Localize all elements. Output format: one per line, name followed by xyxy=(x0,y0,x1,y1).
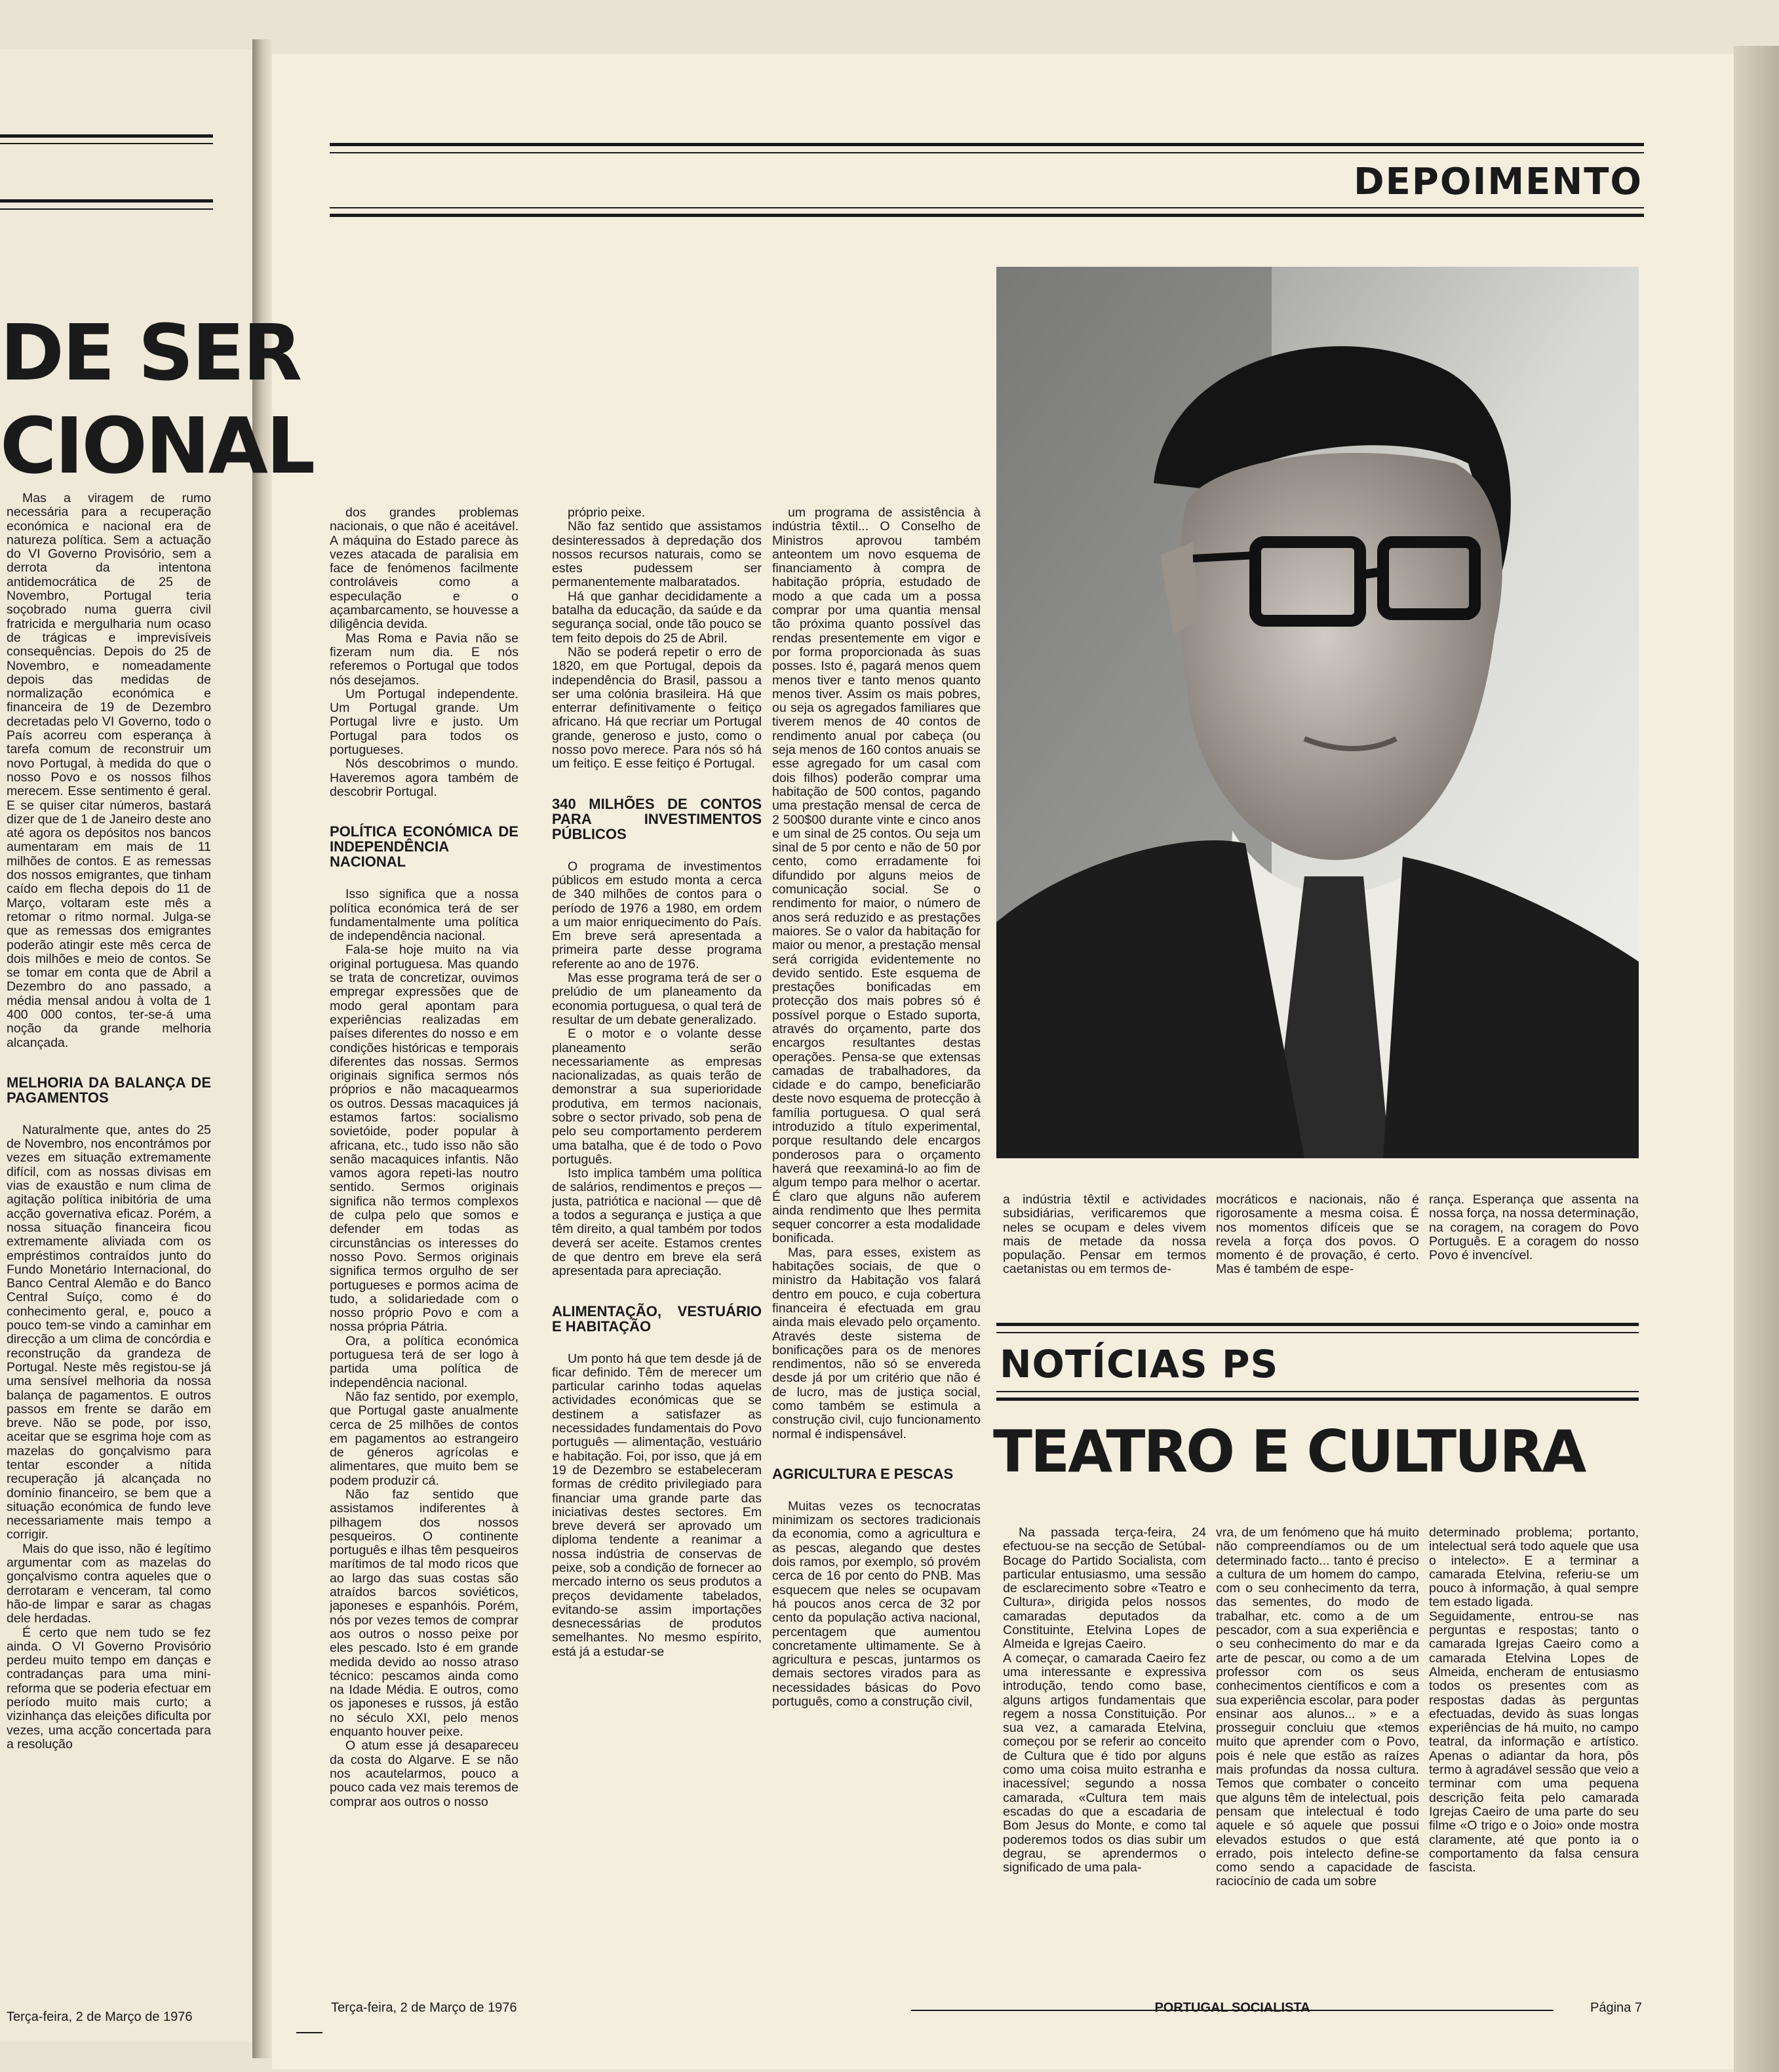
subheading: ALIMENTAÇÃO, VESTUÁRIO E HABITAÇÃO xyxy=(552,1302,762,1335)
paragraph: Muitas vezes os tecnocratas minimizam os sectores tradicionais da economia, como a agricultura e as pescas, alegando que destes dois ramos, por exemplo, só provém cerca de 16 por cento do PNB. Mas esquecem que neles se ocupavam há poucos anos cerca de 32 por cento da população activa nacional, percentagem que aumentou concretamente ultimamente. Se à agricultura e pescas, juntarmos os demais sectores virados para as necessidades básicas do Povo português, como a construção civil, xyxy=(772,1498,981,1710)
article-headline: TEATRO E CULTURA xyxy=(993,1418,1585,1485)
paragraph: Isto implica também uma política de salários, rendimentos e preços — justa, patriótica e nacional — que dê a todos a segurança e justiça a que têm direito, a qual também por todos deverá ser aceite. Estamos crentes de que dentro em breve ela será apresentada para apreciação. xyxy=(552,1166,762,1279)
paragraph: Não se poderá repetir o erro de 1820, em que Portugal, depois da independência do Brasil, passou a ser uma colónia brasileira. Há que enterrar definitivamente o feitiço africano. Há que recriar um Portugal grande, generoso e justo, como o nosso povo merece. Para nós só há um feitiço. E esse feitiço é Portugal. xyxy=(552,644,762,772)
paragraph: próprio peixe. xyxy=(568,506,646,520)
portrait-photo xyxy=(996,267,1639,1158)
header-rule xyxy=(330,207,1644,208)
paragraph: Nós descobrimos o mundo. Haveremos agora também de descobrir Portugal. xyxy=(330,756,518,799)
article-column-1 xyxy=(330,506,518,1961)
paragraph: Isso significa que a nossa política económica terá de ser fundamentalmente uma política de independência nacional. xyxy=(330,887,518,944)
header-rule xyxy=(330,214,1644,217)
paragraph: Na passada terça-feira, 24 efectuou-se na secção de Setúbal-Bocage do Partido Socialista, com particular entusiasmo, uma sessão de esclarecimento sobre «Teatro e Cultura», dirigida pelos nossos camaradas deputados da Constituinte, Etelvina Lopes de Almeida e Igrejas Caeiro. A começar, o camarada Caeiro fez uma interessante e expressiva introdução, tendo como base, alguns artigos fundamentais que regem a nossa Constituição. Por sua vez, a camarada Etelvina, começou por se referir ao conceito de Cultura que é tido por alguns como uma coisa muito estranha e inacessível; segundo a nossa camarada, «Cultura tem mais escadas do que a escadaria de Bom Jesus do Monte, e como tal poderemos todos os dias subir um degrau, se aprendermos o significado de uma pala- xyxy=(1003,1526,1206,1875)
paragraph: O programa de investimentos públicos em estudo monta a cerca de 340 milhões de contos para o período de 1976 a 1980, em ordem a um maior enriquecimento do País. Em breve será apresentada a primeira parte desse programa referente ao ano de 1976. xyxy=(552,859,762,971)
left-rule xyxy=(0,143,213,144)
header-rule xyxy=(330,152,1644,153)
paragraph: Mas Roma e Pavia não se fizeram num dia. E nós referemos o Portugal que todos nós desejamos. xyxy=(330,631,518,688)
subheading: POLÍTICA ECONÓMICA DE INDEPENDÊNCIA NACIONAL xyxy=(330,823,518,870)
paragraph: Um ponto há que tem desde já de ficar definido. Têm de merecer um particular carinho todas aquelas actividades económicas que se destinem a satisfazer as necessidades fundamentais do Povo português — alimentação, vestuário e habitação. Foi, por isso, que já em 19 de Dezembro se estabeleceram formas de crédito privilegiado para financiar uma grande parte das iniciativas destes sectores. Em breve deverá ser aprovado um diploma tendente a reanimar a nossa indústria de conservas de peixe, sob a condição de fornecer ao mercado interno os seus produtos a preços devidamente tabelados, evitando-se assim importações desnecessárias de produtos semelhantes. No mesmo espírito, está já a estudar-se xyxy=(552,1351,762,1659)
article-column-3 xyxy=(772,506,981,1961)
left-headline-line2: CIONAL xyxy=(0,401,314,491)
article-column-2 xyxy=(552,506,762,1961)
paragraph: dos grandes problemas nacionais, o que não é aceitável. A máquina do Estado parece às vezes atacada de paralisia em face de fenómenos facilmente controláveis como a especulação e o açambarcamento, se houvesse a diligência devida. xyxy=(330,506,518,632)
paragraph: É certo que nem tudo se fez ainda. O VI Governo Provisório perdeu muito tempo em danças e contradanças para uma mini-reforma que se poderia efectuar em período muito mais curto; a vizinhança das eleições dificulta por vezes, uma acção concertada para a resolução xyxy=(7,1625,211,1751)
footer-paper: PORTUGAL SOCIALISTA xyxy=(1154,2001,1310,2015)
left-column xyxy=(7,492,211,1999)
paragraph: Não faz sentido que assistamos desinteressados à depredação dos nossos recursos naturais, como se estes pudessem ser permanentemente malbaratados. xyxy=(552,519,762,590)
footer-date: Terça-feira, 2 de Março de 1976 xyxy=(331,2001,517,2015)
subheading: AGRICULTURA E PESCAS xyxy=(772,1465,954,1482)
left-rule xyxy=(0,208,213,210)
left-rule xyxy=(0,134,213,138)
news-column-2 xyxy=(1216,1526,1419,1993)
binding-mark xyxy=(296,2032,323,2033)
section-title: DEPOIMENTO xyxy=(1354,161,1643,203)
section2-rule xyxy=(996,1323,1639,1326)
paragraph: Não faz sentido, por exemplo, que Portugal gaste anualmente cerca de 25 milhões de contos em pagamentos ao estrangeiro de géneros agrícolas e alimentares, que muito bem se podem produzir cá. xyxy=(330,1389,518,1488)
news-column-3 xyxy=(1429,1526,1639,1993)
paragraph: um programa de assistência à indústria têxtil... O Conselho de Ministros aprovou também anteontem um novo esquema de financiamento à compra de habitação própria, estudado de modo a que cada um a possa comprar por uma quantia mensal tão próxima quanto possível das rendas presentemente em vigor e por forma proporcionada às suas posses. Isto é, pagará menos quem menos tiver e tanto menos quanto menos tiver. Assim os mais pobres, ou seja os agregados familiares que tiverem menos de 40 contos de rendimento anual por cabeça (ou seja menos de 160 contos anuais se esse agregado for um casal com dois filhos) poderão comprar uma habitação de 500 contos, pagando uma prestação mensal de cerca de 2 500$00 durante vinte e cinco anos e um sinal de 25 contos. Ou seja um sinal de 5 por cento e não de 50 por cento, como erradamente foi difundido por alguns meios de comunicação social. Se o rendimento for maior, o número de anos será reduzido e as prestações maiores. Se o valor da habitação for maior ou menor, a prestação mensal será corrigida evidentemente no devido sentido. Este esquema de prestações bonificadas em protecção dos mais pobres só é possível porque o Estado suporta, através do orçamento, parte dos encargos resultantes destas operações. Pensa-se que extensas camadas de trabalhadores, da cidade e do campo, beneficiarão deste novo esquema de protecção à família portuguesa. O qual será introduzido a título experimental, porque resultando dele encargos ponderosos para o orçamento haverá que reexaminá-lo ao fim de algum tempo para melhor o acertar. É claro que alguns não auferem ainda rendimento que lhes permita sequer concorrer a esta modalidade bonificada. xyxy=(772,506,981,1246)
paragraph: Fala-se hoje muito na via original portuguesa. Mas quando se trata de concretizar, ouvimos empregar expressões que de modo geral apontam para experiências realizadas em países diferentes do nosso e em condições históricas e temporais diferentes das nossas. Sermos originais significa sermos nós próprios e não macaquearmos os outros. Dessas macaquices já estamos fartos: socialismo sovietóide, poder popular à africana, etc., tudo isso não são senão macaquices infantis. Não vamos agora repeti-las noutro sentido. Sermos originais significa não termos complexos de culpa pelo que somos e defender em todas as circunstâncias os interesses do nosso Povo. Sermos originais significa termos orgulho de ser portugueses e pormos acima de tudo, a solidariedade com o nosso próprio Povo e com a nossa própria Pátria. xyxy=(330,943,518,1335)
section2-title: NOTÍCIAS PS xyxy=(1000,1342,1279,1386)
paragraph: mocráticos e nacionais, não é rigorosamente a mesma coisa. É nos momentos difíceis que se revela a força dos povos. O momento é de provação, é certo. Mas é também de espe- xyxy=(1216,1193,1419,1277)
page-edge xyxy=(1734,46,1779,2072)
paragraph: Mas esse programa terá de ser o prelúdio de um planeamento da economia portuguesa, o qual terá de resultar de um debate generalizado. xyxy=(552,971,762,1027)
footer-page-number: Página 7 xyxy=(1590,2001,1642,2015)
paragraph: E o motor e o volante desse planeamento serão necessariamente as empresas nacionalizadas, as quais terão de demonstrar a sua superioridade produtiva, em termos nacionais, sobre o sector privado, sob pena de pelo seu comportamento perderem uma batalha, que é de todo o Povo português. xyxy=(552,1026,762,1167)
paragraph: Naturalmente que, antes do 25 de Novembro, nos encontrámos por vezes em situação extremamente difícil, com as nossas divisas em vias de exaustão e num clima de agitação política inibitória de uma acção governativa eficaz. Porém, a nossa situação financeira ficou extremamente aliviada com os empréstimos contraídos junto do Fundo Monetário Internacional, do Banco Central Alemão e do Banco Central Suíço, como é do conhecimento geral, e, pouco a pouco tem-se vindo a caminhar em direcção a um clima de concórdia e reconstrução da grandeza de Portugal. Neste mês registou-se já uma sensível melhoria da nossa balança de pagamentos. E outros passos em frente se darão em breve. Não se pode, por isso, aceitar que se esgrima hoje com as mazelas do gonçalvismo para tentar esconder a nítida recuperação já alcançada no domínio financeiro, se bem que a situação económica de fundo leve necessariamente mais tempo a corrigir. xyxy=(7,1122,211,1542)
subheading: MELHORIA DA BALANÇA DE PAGAMENTOS xyxy=(7,1074,211,1106)
continuation-col-1 xyxy=(1003,1193,1206,1291)
section2-rule xyxy=(996,1332,1639,1333)
section2-rule xyxy=(996,1398,1639,1401)
portrait-illustration xyxy=(996,267,1639,1158)
paragraph: Mas a viragem de rumo necessária para a recuperação económica e nacional era de natureza política. Sem a actuação do VI Governo Provisório, sem a derrota da intentona antidemocrática de 25 de Novembro, Portugal teria soçobrado numa guerra civil fratricida e mergulharia num ocaso de trágicas e imprevisíveis consequências. Depois do 25 de Novembro, e nomeadamente depois das medidas de normalização económica e financeira de 19 de Dezembro decretadas pelo VI Governo, todo o País acorreu com esperança à tarefa comum de reconstruir um novo Portugal, à medida do que o nosso Povo e os nossos filhos merecem. Esse sentimento é geral. E se quiser citar números, bastará dizer que de 1 de Janeiro deste ano até agora os depósitos nos bancos aumentaram em mais de 11 milhões de contos. E as remessas dos nossos emigrantes, que tinham caído em flecha depois do 11 de Março, voltaram este mês a retomar o ritmo normal. Julga-se que as remessas dos emigrantes poderão atingir este mês cerca de dois milhões e meio de contos. Se se tomar em conta que de Abril a Dezembro do ano passado, a média mensal andou à volta de 1 400 000 contos, ter-se-á uma noção da grande melhoria alcançada. xyxy=(7,492,211,1050)
paragraph: a indústria têxtil e actividades subsidiárias, verificaremos que neles se ocupam e deles vivem mais de metade da nossa população. Pensar em termos caetanistas ou em termos de- xyxy=(1003,1193,1206,1277)
continuation-col-2 xyxy=(1216,1193,1419,1291)
paragraph: rança. Esperança que assenta na nossa força, na nossa determinação, na coragem, na coragem do Povo Português. E a coragem do nosso Povo é invencível. xyxy=(1429,1193,1639,1263)
paragraph: Um Portugal independente. Um Portugal grande. Um Portugal livre e justo. Um Portugal para todos os portugueses. xyxy=(330,686,518,758)
paragraph: Ora, a política económica portuguesa terá de ser logo à partida uma política de independência nacional. xyxy=(330,1333,518,1390)
left-headline-line1: DE SER xyxy=(0,307,301,398)
continuation-col-3 xyxy=(1429,1193,1639,1291)
paragraph: Não faz sentido que assistamos indiferentes à pilhagem dos nossos pesqueiros. O continente português e ilhas têm pesqueiros marítimos de tal modo ricos que ao largo das suas costas são atraídos barcos soviéticos, japoneses e espanhóis. Porém, nós por vezes temos de comprar aos outros o nosso peixe por eles pescado. Isto é em grande medida devido ao nosso atraso técnico: pescamos ainda como na Idade Média. E outros, como os japoneses e russos, já estão no século XXI, pelo menos enquanto houver peixe. xyxy=(330,1487,518,1740)
paragraph: O atum esse já desapareceu da costa do Algarve. E se não nos acautelarmos, pouco a pouco cada vez mais teremos de comprar aos outros o nosso xyxy=(330,1738,518,1809)
section2-rule xyxy=(996,1391,1639,1392)
header-rule xyxy=(330,143,1644,146)
news-column-1 xyxy=(1003,1526,1206,1993)
left-rule xyxy=(0,199,213,203)
paragraph: Há que ganhar decididamente a batalha da educação, da saúde e da segurança social, onde tão pouco se tem feito depois do 25 de Abril. xyxy=(552,589,762,646)
paragraph: Mas, para esses, existem as habitações sociais, de que o ministro da Habitação vos falará dentro em pouco, e cuja cobertura financeira é efectuada em grau ainda mais elevado pelo orçamento. Através deste sistema de bonificações para os de menores rendimentos, não só se envereda desde já por um critério que não é de lucro, mas de justiça social, como também se estimula a construção civil, cujo funcionamento normal é indispensável. xyxy=(772,1245,981,1441)
subheading: 340 MILHÕES DE CONTOS PARA INVESTIMENTOS PÚBLICOS xyxy=(552,795,762,842)
left-footer-date: Terça-feira, 2 de Março de 1976 xyxy=(7,2010,193,2024)
paragraph: vra, de um fenómeno que há muito não compreendíamos ou de um determinado facto... tanto é preciso a cultura de um homem do campo, com o seu conhecimento da terra, das sementes, do modo de trabalhar, etc. como a de um pescador, com a sua experiência e o seu conhecimento do mar e da arte de pescar, ou como a de um professor com os seus conhecimentos científicos e com a sua experiência escolar, para poder ensinar aos alunos... » e a prosseguir concluiu que «temos muito que aprender com o Povo, pois é nele que estão as raízes mais profundas da nossa cultura. Temos que combater o conceito que alguns têm de intelectual, pois pensam que intelectual é todo aquele e só aquele que possui elevados estudos o que está errado, pois intelecto define-se como sendo a capacidade de raciocínio de cada um sobre xyxy=(1216,1526,1419,1889)
paragraph: determinado problema; portanto, intelectual será todo aquele que usa o intelecto». E a terminar a camarada Etelvina, referiu-se um pouco à informação, à qual sempre tem estado ligada. Seguidamente, entrou-se nas perguntas e respostas; tanto o camarada Igrejas Caeiro como a camarada Etelvina Lopes de Almeida, encheram de entusiasmo todos os presentes com as respostas dadas às perguntas efectuadas, devido às suas longas experiências de há muito, no campo teatral, da informação e artístico. Apenas o adiantar da hora, pôs termo à agradável sessão que veio a terminar com uma pequena descrição feita pelo camarada Igrejas Caeiro de uma parte do seu filme «O trigo e o Joio» onde mostra claramente, até que ponto ia o comportamento da falsa censura fascista. xyxy=(1429,1526,1639,1875)
paragraph: Mais do que isso, não é legítimo argumentar com as mazelas do gonçalvismo contra aqueles que o derrotaram e venceram, tal como hão-de limpar e sarar as chagas dele herdadas. xyxy=(7,1541,211,1626)
